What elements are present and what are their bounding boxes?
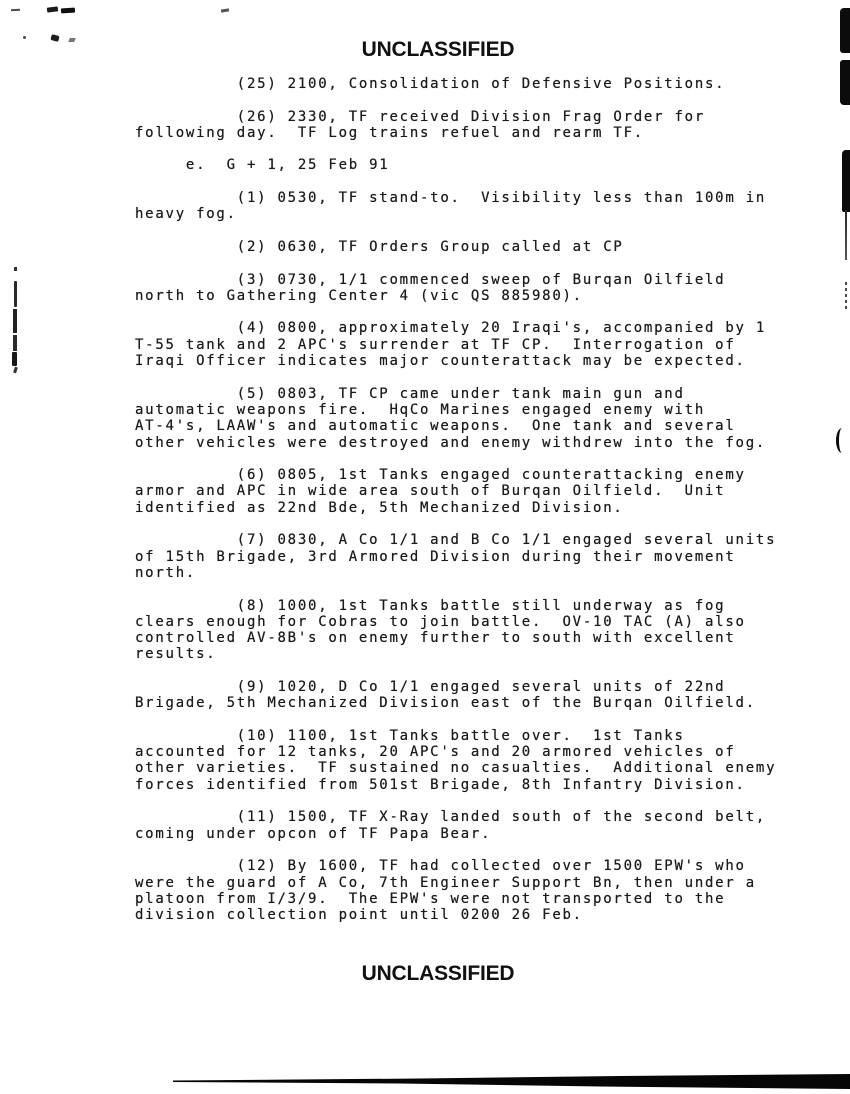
scan-artifact-dash bbox=[11, 9, 20, 11]
document-line: platoon from I/3/9. The EPW's were not transported to the bbox=[135, 890, 726, 907]
document-line: identified as 22nd Bde, 5th Mechanized Division. bbox=[135, 499, 624, 516]
paragraph bbox=[135, 728, 815, 793]
scan-artifact-right-blob bbox=[840, 8, 850, 53]
scan-artifact-left-streak bbox=[13, 335, 17, 351]
document-line: (5) 0803, TF CP came under tank main gun and bbox=[135, 385, 685, 402]
document-line: (9) 1020, D Co 1/1 engaged several units of 22nd bbox=[135, 678, 726, 695]
document-line: automatic weapons fire. HqCo Marines engaged enemy with bbox=[135, 401, 706, 418]
paragraph bbox=[135, 532, 815, 581]
paragraph bbox=[135, 598, 815, 663]
paragraph bbox=[135, 467, 815, 516]
document-line: (8) 1000, 1st Tanks battle still underway as fog bbox=[135, 597, 726, 614]
paragraph bbox=[135, 272, 815, 305]
document-line: (12) By 1600, TF had collected over 1500 EPW's who bbox=[135, 858, 746, 875]
document-line: (25) 2100, Consolidation of Defensive Positions. bbox=[135, 76, 726, 92]
scan-artifact-bottom-bar bbox=[0, 1070, 850, 1094]
scan-artifact-paren-mark bbox=[836, 428, 848, 453]
paragraph bbox=[135, 858, 815, 923]
scan-artifact-left-streak bbox=[14, 281, 17, 307]
document-line: (3) 0730, 1/1 commenced sweep of Burqan Oilfield bbox=[135, 271, 726, 288]
scan-artifact-right-blob bbox=[840, 60, 850, 105]
document-line: forces identified from 501st Brigade, 8th Infantry Division. bbox=[135, 776, 746, 793]
document-line: (10) 1100, 1st Tanks battle over. 1st Tanks bbox=[135, 727, 685, 744]
document-line: coming under opcon of TF Papa Bear. bbox=[135, 825, 492, 842]
document-line: other varieties. TF sustained no casualties. Additional enemy bbox=[135, 760, 777, 777]
scan-artifact-left-streak bbox=[14, 267, 17, 271]
document-line: (26) 2330, TF received Division Frag Order for bbox=[135, 108, 706, 125]
document-line: results. bbox=[135, 646, 217, 663]
document-line: (1) 0530, TF stand-to. Visibility less than 100m in bbox=[135, 190, 767, 207]
classification-banner-bottom: UNCLASSIFIED bbox=[361, 962, 515, 985]
paragraph bbox=[135, 190, 815, 223]
document-line: heavy fog. bbox=[135, 206, 237, 223]
document-line: following day. TF Log trains refuel and rearm TF. bbox=[135, 124, 644, 141]
paragraph bbox=[135, 320, 815, 369]
document-body bbox=[135, 76, 815, 940]
document-line: other vehicles were destroyed and enemy withdrew into the fog. bbox=[135, 434, 767, 451]
document-line: north. bbox=[135, 564, 197, 581]
scan-artifact-dash bbox=[47, 6, 59, 12]
paragraph bbox=[135, 239, 815, 255]
document-line: controlled AV-8B's on enemy further to south with excellent bbox=[135, 630, 736, 647]
document-line: Iraqi Officer indicates major counterattack may be expected. bbox=[135, 353, 746, 370]
document-line: accounted for 12 tanks, 20 APC's and 20 armored vehicles of bbox=[135, 744, 736, 761]
scan-artifact-left-streak bbox=[13, 309, 17, 333]
scan-artifact-right-line bbox=[845, 210, 847, 260]
document-line: AT-4's, LAAW's and automatic weapons. One tank and several bbox=[135, 418, 736, 435]
paragraph bbox=[135, 809, 815, 842]
document-line: clears enough for Cobras to join battle. OV-10 TAC (A) also bbox=[135, 613, 746, 630]
document-line: Brigade, 5th Mechanized Division east of the Burqan Oilfield. bbox=[135, 695, 756, 712]
document-line: (2) 0630, TF Orders Group called at CP bbox=[135, 238, 624, 255]
paragraph bbox=[135, 76, 815, 92]
paragraph bbox=[135, 386, 815, 451]
paragraph bbox=[135, 157, 815, 173]
document-line: division collection point until 0200 26 Feb. bbox=[135, 907, 583, 924]
scan-artifact-dash bbox=[221, 8, 229, 12]
scan-artifact-dot bbox=[23, 36, 26, 39]
document-line: (4) 0800, approximately 20 Iraqi's, accompanied by 1 bbox=[135, 320, 767, 337]
scan-artifact-left-streak bbox=[13, 367, 18, 374]
scan-artifact-right-blob bbox=[842, 150, 850, 212]
scan-artifact-dash bbox=[61, 8, 75, 14]
document-line: e. G + 1, 25 Feb 91 bbox=[135, 157, 390, 174]
classification-banner-top: UNCLASSIFIED bbox=[361, 38, 515, 61]
document-line: (6) 0805, 1st Tanks engaged counterattacking enemy bbox=[135, 467, 746, 484]
document-line: (7) 0830, A Co 1/1 and B Co 1/1 engaged several units bbox=[135, 532, 777, 549]
document-line: of 15th Brigade, 3rd Armored Division during their movement bbox=[135, 548, 736, 565]
document-line: armor and APC in wide area south of Burqan Oilfield. Unit bbox=[135, 483, 726, 500]
document-line: north to Gathering Center 4 (vic QS 885980). bbox=[135, 287, 583, 304]
paragraph bbox=[135, 679, 815, 712]
document-line: were the guard of A Co, 7th Engineer Support Bn, then under a bbox=[135, 874, 756, 891]
paragraph bbox=[135, 109, 815, 142]
scan-artifact-right-dotted-line bbox=[845, 282, 847, 312]
document-line: (11) 1500, TF X-Ray landed south of the second belt, bbox=[135, 809, 767, 826]
scan-artifact-left-streak bbox=[12, 352, 17, 366]
document-line: T-55 tank and 2 APC's surrender at TF CP. Interrogation of bbox=[135, 336, 736, 353]
